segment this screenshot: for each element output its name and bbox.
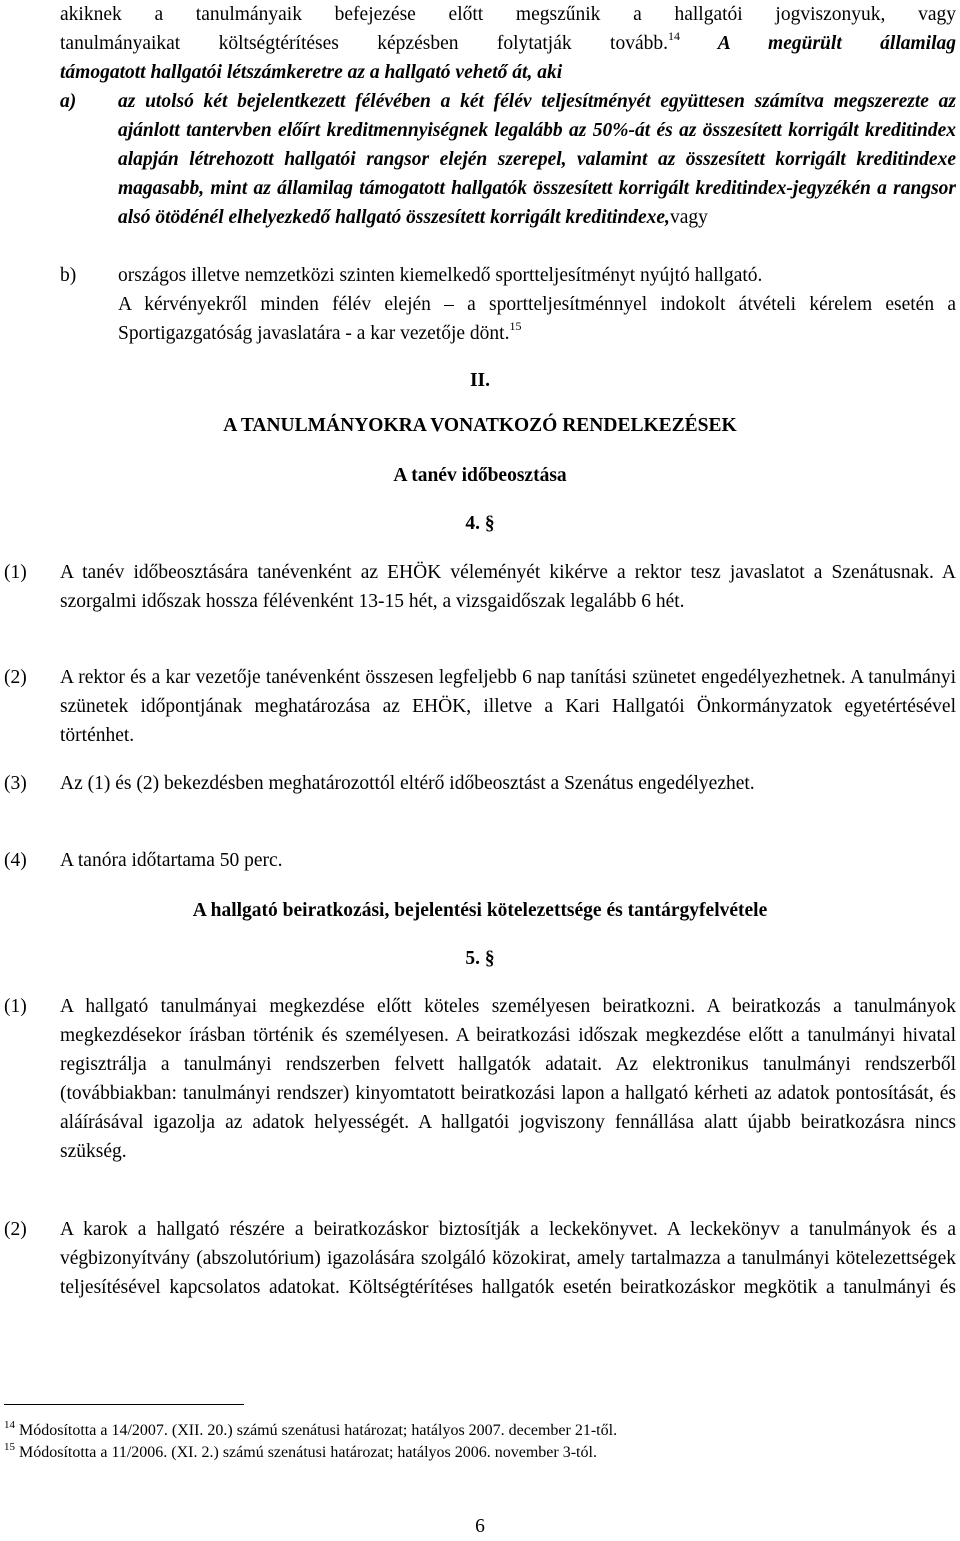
para-label: (3) — [4, 773, 27, 794]
section-4-para-4 — [4, 846, 956, 875]
para-label: (2) — [4, 1219, 27, 1240]
list-text-a: az utolsó két bejelentkezett félévében a két félév teljesítményét együttesen számítva megszerezte az ajánlott tantervben előírt kreditmennyiségnek legalább az 50%-át és az összesített korrigált kreditindex alapján létrehozott hallgatói rangsor elején szerepel, valamint az összesített korrigált kreditindexe magasabb, mint az államilag támogatott hallgatók összesített korrigált kreditindex-jegyzékén a rangsor alsó ötödénél elhelyezkedő hallgató összesített korrigált kreditindexe,vagy — [118, 91, 956, 228]
chapter-title: A TANULMÁNYOKRA VONATKOZÓ RENDELKEZÉSEK — [223, 415, 737, 436]
para-text: A tanóra időtartama 50 perc. — [60, 850, 283, 871]
footnote-15: $^{15}$ Módosította a 11/2006. (XI. 2.) számú szenátusi határozat; hatályos 2006. november 3-tól. — [4, 1441, 597, 1461]
section-4-heading: A tanév időbeosztása — [393, 465, 567, 486]
footnote-separator — [4, 1404, 244, 1405]
section-4-para-3 — [4, 769, 956, 798]
intro-paragraph — [60, 0, 956, 87]
para-text: A karok a hallgató részére a beiratkozáskor biztosítják a leckekönyvet. A leckekönyv a tanulmányok és a végbizonyítvány (abszolutórium) igazolására szolgáló közokirat, amely tartalmazza a tanulmányi kötelezettségek teljesítésével kapcsolatos adatokat. Költségtérítéses hallgatók esetén beiratkozáskor megkötik a tanulmányi és — [60, 1219, 956, 1298]
intro-line-2: tanulmányaikat költségtérítéses képzésben folytatják tovább.$^{14}$ A megürült államilag — [60, 29, 956, 54]
section-4-number: 4. § — [465, 513, 495, 534]
section-4-para-2 — [4, 663, 956, 750]
list-label-b: b) — [60, 265, 77, 286]
list-label-a: a) — [60, 91, 77, 112]
chapter-number: II. — [469, 370, 491, 391]
intro-line-3: támogatott hallgatói létszámkeretre az a hallgató vehető át, aki — [60, 62, 563, 83]
section-5-para-2 — [4, 1215, 956, 1302]
page-number: 6 — [475, 1516, 485, 1537]
para-text: Az (1) és (2) bekezdésben meghatározottól eltérő időbeosztást a Szenátus engedélyezhet. — [60, 773, 755, 794]
footnote-ref-15: 15 — [509, 319, 522, 333]
section-5-heading: A hallgató beiratkozási, bejelentési kötelezettsége és tantárgyfelvétele — [192, 900, 768, 921]
para-text: A rektor és a kar vezetője tanévenként összesen legfeljebb 6 nap tanítási szünetet engedélyezhetnek. A tanulmányi szünetek időpontjának meghatározása az EHÖK, illetve a Kari Hallgatói Önkormányzatok egyetértésével történhet. — [60, 667, 956, 746]
section-4-para-1 — [4, 558, 956, 616]
intro-line-1: akiknek a tanulmányaik befejezése előtt megszűnik a hallgatói jogviszonyuk, vagy — [60, 4, 956, 25]
para-label: (2) — [4, 667, 27, 688]
list-text-b: országos illetve nemzetközi szinten kiemelkedő sportteljesítményt nyújtó hallgató. — [118, 265, 763, 286]
para-label: (1) — [4, 562, 27, 583]
para-text: A hallgató tanulmányai megkezdése előtt köteles személyesen beiratkozni. A beiratkozás a tanulmányok megkezdésekor írásban történik és személyesen. A beiratkozási időszak megkezdése előtt a tanulmányi hivatal regisztrálja a tanulmányi rendszerben felvett hallgatók adatait. Az elektronikus tanulmányi rendszerből (továbbiakban: tanulmányi rendszer) kinyomtatott beiratkozási lapon a hallgató kérheti az adatok pontosítását, és aláírásával igazolja az adatok helyességét. A hallgatói jogviszony fennállása alatt újabb beiratkozásra nincs szükség. — [60, 996, 956, 1162]
para-label: (1) — [4, 996, 27, 1017]
footnote-14: $^{14}$ Módosította a 14/2007. (XII. 20.) számú szenátusi határozat; hatályos 2007. december 21-től. — [4, 1419, 618, 1439]
para-label: (4) — [4, 850, 27, 871]
section-5-para-1 — [4, 992, 956, 1166]
list-item-b — [60, 261, 956, 348]
para-text: A tanév időbeosztására tanévenként az EHÖK véleményét kikérve a rektor tesz javaslatot a Szenátusnak. A szorgalmi időszak hossza félévenként 13-15 hét, a vizsgaidőszak legalább 6 hét. — [60, 562, 956, 612]
list-text-b-2: A kérvényekről minden félév elején – a sportteljesítménnyel indokolt átvételi kérelem esetén a Sportigazgatóság javaslatára - a kar vezetője dönt.$^{15}$ — [118, 294, 956, 344]
section-5-number: 5. § — [465, 948, 495, 969]
footnote-ref-14: 14 — [668, 29, 680, 43]
list-item-a — [60, 87, 956, 232]
